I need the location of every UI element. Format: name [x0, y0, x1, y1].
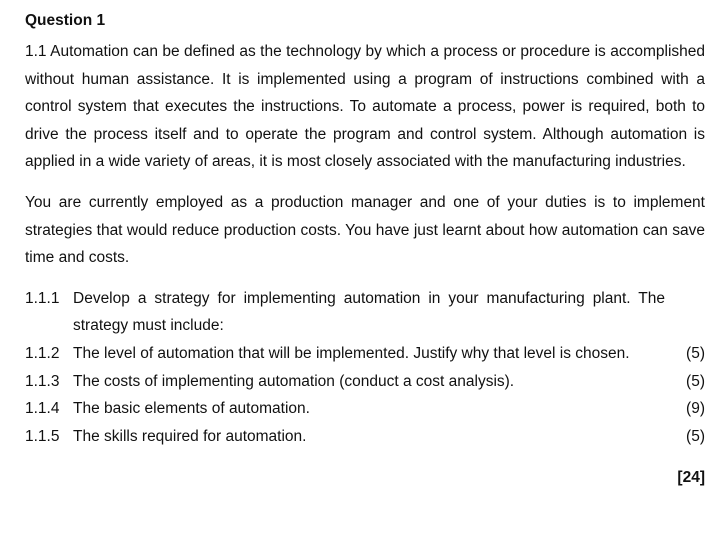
sub-question-text: Develop a strategy for implementing automation in your manufacturing plant. The strategy must include:: [73, 289, 665, 335]
sub-question-1-1-3: [25, 368, 705, 396]
intro-paragraph: 1.1 Automation can be defined as the technology by which a process or procedure is accomplished without human assistance. It is implemented using a program of instructions combined with a control system that executes the instructions. To automate a process, power is required, both to drive the process itself and to operate the program and control system. Although automation is applied in a wide variety of areas, it is most closely associated with the manufacturing industries.: [25, 43, 705, 171]
sub-question-number: 1.1.2: [25, 344, 60, 362]
sub-question-marks: (5): [686, 344, 705, 362]
sub-question-1-1-4: [25, 395, 705, 423]
sub-question-text: The skills required for automation.: [73, 427, 307, 445]
sub-question-marks: (5): [686, 372, 705, 390]
sub-question-marks: (5): [686, 427, 705, 445]
sub-question-text: The level of automation that will be implemented. Justify why that level is chosen.: [73, 344, 630, 362]
sub-question-1-1-5: [25, 423, 705, 451]
sub-question-marks: (9): [686, 400, 705, 418]
sub-question-1-1-2: [25, 340, 705, 368]
question-title: Question 1: [25, 12, 106, 29]
sub-question-number: 1.1.5: [25, 427, 60, 445]
sub-question-number: 1.1.1: [25, 289, 60, 307]
sub-question-number: 1.1.3: [25, 372, 60, 390]
sub-question-list: [25, 285, 705, 451]
sub-question-text: The basic elements of automation.: [73, 400, 310, 418]
context-paragraph: You are currently employed as a production manager and one of your duties is to implement strategies that would reduce production costs. You have just learnt about how automation can save time and costs.: [25, 193, 705, 267]
total-marks: [24]: [677, 469, 705, 487]
sub-question-number: 1.1.4: [25, 400, 60, 418]
sub-question-1-1-1: [25, 285, 705, 340]
question-document: [25, 10, 705, 487]
sub-question-text: The costs of implementing automation (conduct a cost analysis).: [73, 372, 515, 390]
sub-question-marks: [665, 285, 705, 340]
